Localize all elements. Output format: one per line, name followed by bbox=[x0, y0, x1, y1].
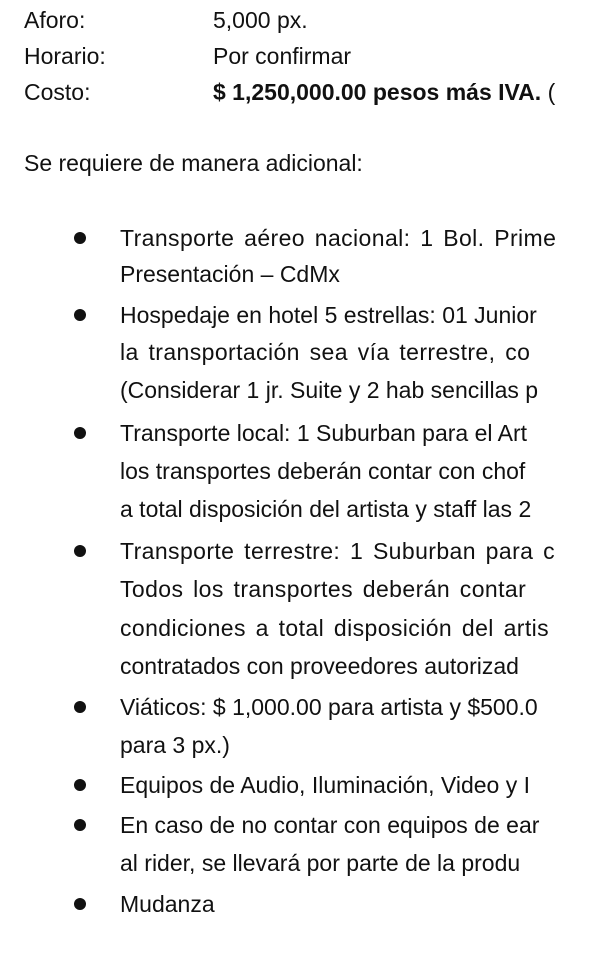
costo-row bbox=[24, 75, 591, 109]
item-4-line-2: Todos los transportes deberán contar bbox=[120, 576, 527, 602]
costo-label: Costo: bbox=[24, 79, 91, 105]
item-3-line-3: a total disposición del artista y staff las 2 bbox=[120, 496, 532, 522]
horario-label: Horario: bbox=[24, 43, 106, 69]
item-3-line-1: Transporte local: 1 Suburban para el Art bbox=[120, 420, 527, 446]
item-6-line-1: Equipos de Audio, Iluminación, Video y I bbox=[120, 772, 531, 798]
item-1-line-2: Presentación – CdMx bbox=[120, 261, 340, 287]
item-4-line-4: contratados con proveedores autorizad bbox=[120, 653, 519, 679]
aforo-value: 5,000 px. bbox=[213, 7, 308, 33]
item-2-line-2: la transportación sea vía terrestre, co bbox=[120, 339, 531, 365]
bullet-icon bbox=[74, 545, 86, 557]
intro-text: Se requiere de manera adicional: bbox=[24, 150, 363, 176]
aforo-label: Aforo: bbox=[24, 7, 86, 33]
bullet-icon bbox=[74, 779, 86, 791]
item-3-line-2: los transportes deberán contar con chof bbox=[120, 458, 526, 484]
bullet-icon bbox=[74, 309, 86, 321]
bullet-icon bbox=[74, 232, 86, 244]
bullet-icon bbox=[74, 701, 86, 713]
item-2-line-1: Hospedaje en hotel 5 estrellas: 01 Junior bbox=[120, 302, 537, 328]
item-5-line-2: para 3 px.) bbox=[120, 732, 230, 758]
bullet-icon bbox=[74, 427, 86, 439]
item-2-line-3: (Considerar 1 jr. Suite y 2 hab sencillas p bbox=[120, 377, 539, 403]
bullet-icon bbox=[74, 898, 86, 910]
item-7-line-1: En caso de no contar con equipos de ear bbox=[120, 812, 540, 838]
costo-amount: $ 1,250,000.00 pesos más IVA. bbox=[213, 79, 542, 105]
item-7-line-2: al rider, se llevará por parte de la produ bbox=[120, 850, 521, 876]
item-4-line-3: condiciones a total disposición del artis bbox=[120, 615, 550, 641]
item-1-line-1: Transporte aéreo nacional: 1 Bol. Prime bbox=[120, 225, 557, 251]
item-5-line-1: Viáticos: $ 1,000.00 para artista y $500.0 bbox=[120, 694, 538, 720]
item-8-line-1: Mudanza bbox=[120, 891, 215, 917]
item-4-line-1: Transporte terrestre: 1 Suburban para c bbox=[120, 538, 556, 564]
horario-value: Por confirmar bbox=[213, 43, 352, 69]
bullet-icon bbox=[74, 819, 86, 831]
costo-trail: ( bbox=[547, 79, 556, 105]
costo-value bbox=[213, 75, 555, 109]
